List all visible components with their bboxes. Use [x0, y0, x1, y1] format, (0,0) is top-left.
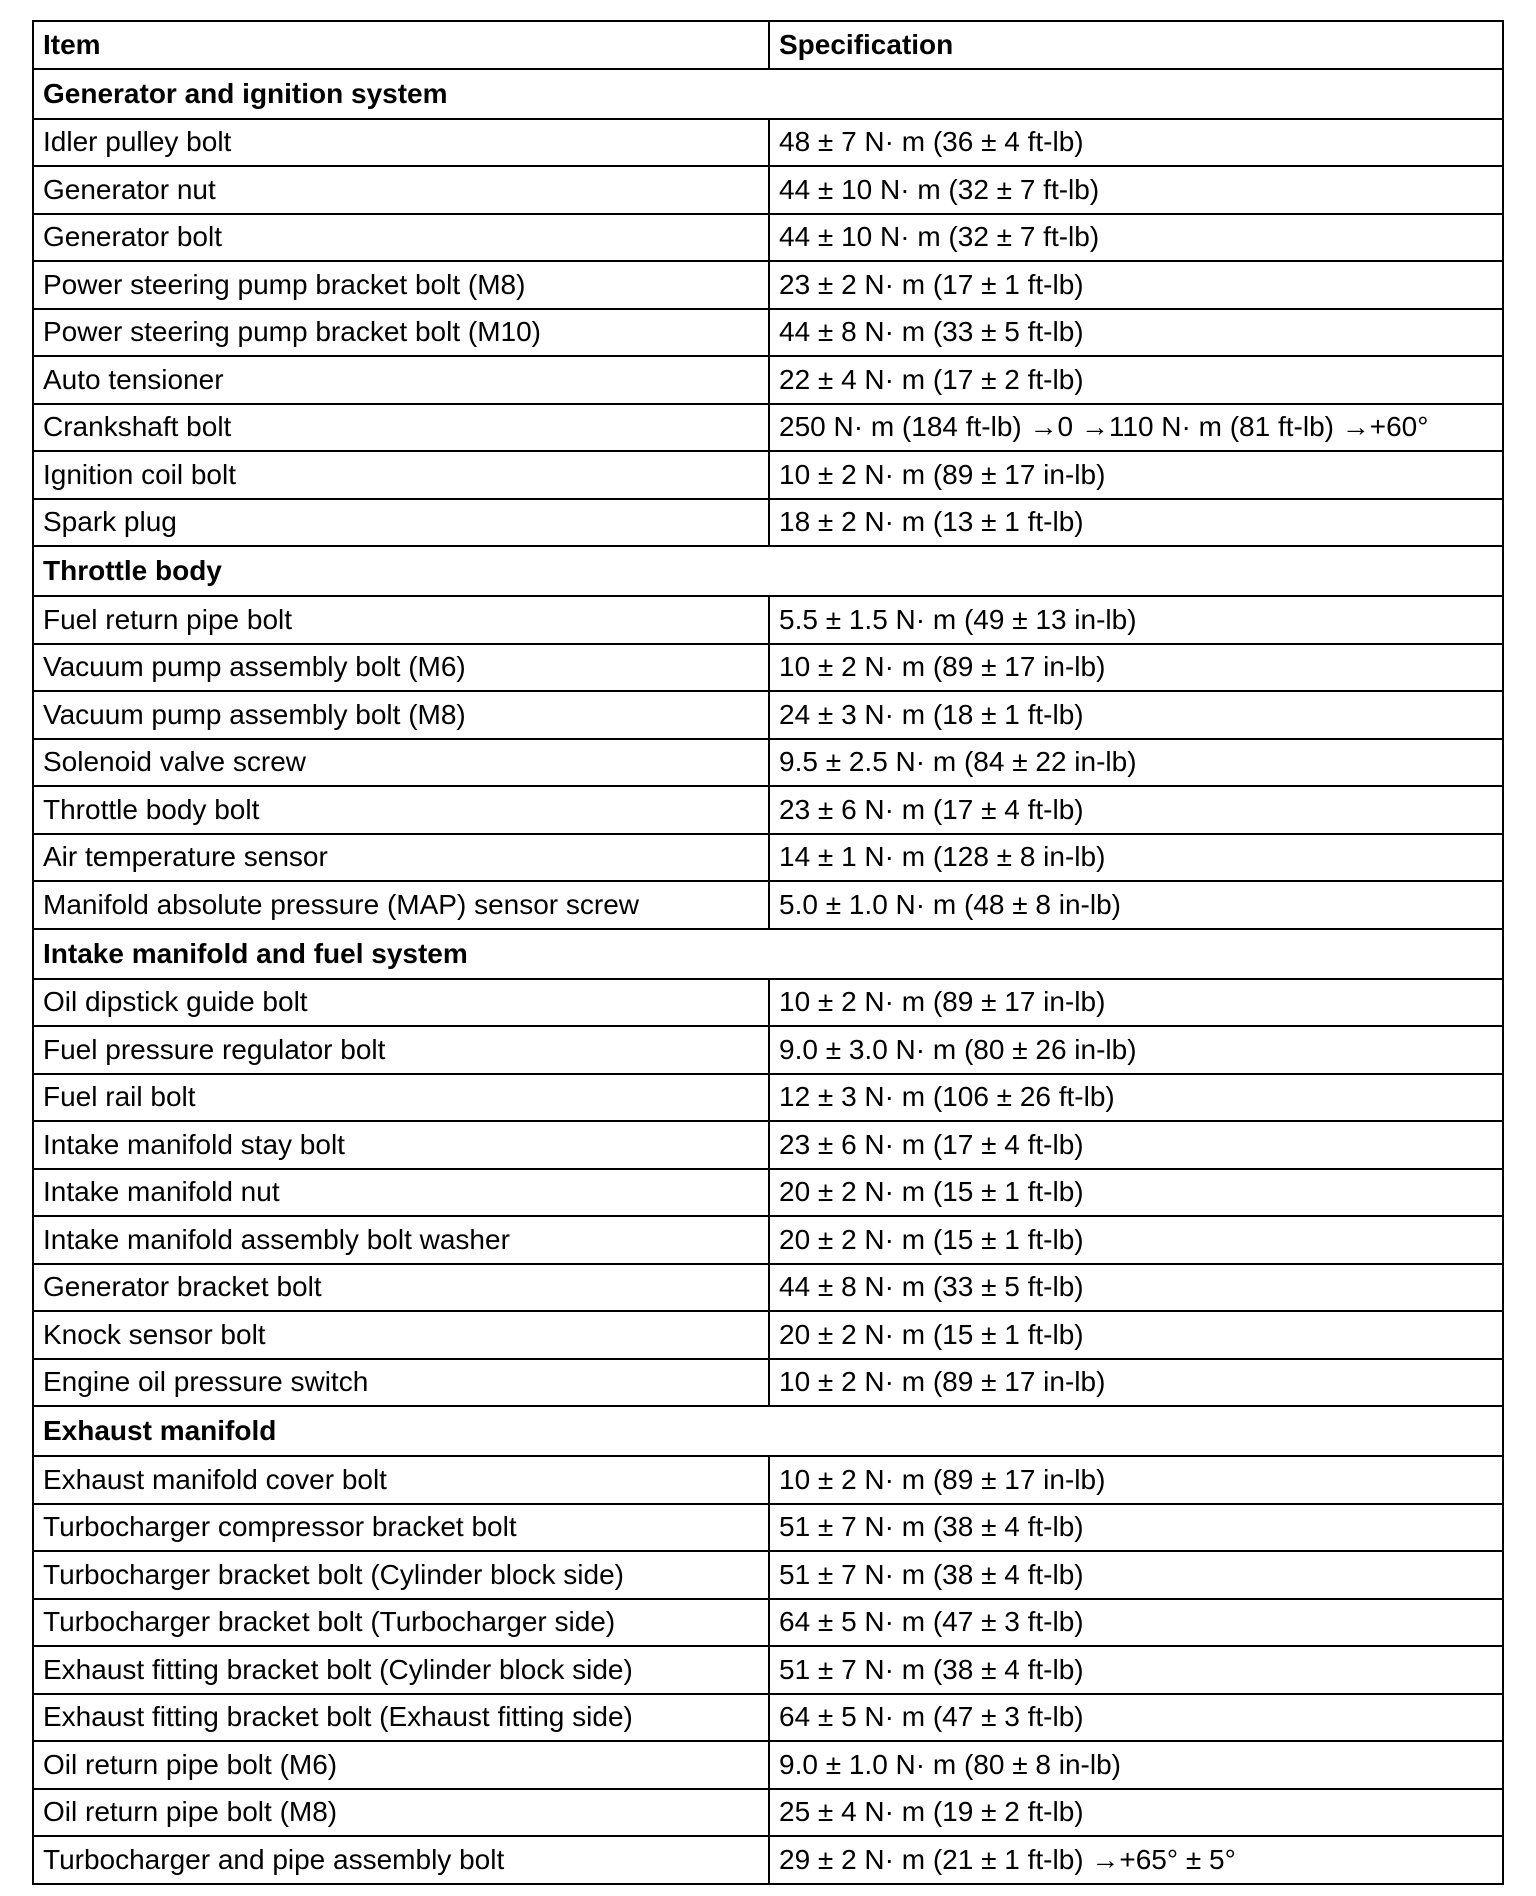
- table-row: [33, 404, 1503, 452]
- specification-cell: 23 ± 6 N· m (17 ± 4 ft-lb): [769, 1121, 1503, 1169]
- item-cell: Oil dipstick guide bolt: [33, 979, 769, 1027]
- column-header-specification: Specification: [769, 21, 1503, 69]
- specification-cell: 10 ± 2 N· m (89 ± 17 in-lb): [769, 644, 1503, 692]
- section-title: Generator and ignition system: [33, 69, 1503, 119]
- item-cell: Intake manifold nut: [33, 1169, 769, 1217]
- table-row: [33, 309, 1503, 357]
- specification-cell: 64 ± 5 N· m (47 ± 3 ft-lb): [769, 1599, 1503, 1647]
- item-cell: Turbocharger compressor bracket bolt: [33, 1504, 769, 1552]
- specification-cell: 44 ± 8 N· m (33 ± 5 ft-lb): [769, 309, 1503, 357]
- table-row: [33, 1456, 1503, 1504]
- item-cell: Exhaust manifold cover bolt: [33, 1456, 769, 1504]
- item-cell: Vacuum pump assembly bolt (M6): [33, 644, 769, 692]
- table-row: [33, 261, 1503, 309]
- specification-cell: 48 ± 7 N· m (36 ± 4 ft-lb): [769, 119, 1503, 167]
- specification-cell: 250 N· m (184 ft-lb) →0 →110 N· m (81 ft-lb) →+60°: [769, 404, 1503, 452]
- item-cell: Generator nut: [33, 166, 769, 214]
- section-title: Intake manifold and fuel system: [33, 929, 1503, 979]
- table-row: [33, 786, 1503, 834]
- table-row: [33, 1504, 1503, 1552]
- specification-cell: 9.0 ± 1.0 N· m (80 ± 8 in-lb): [769, 1741, 1503, 1789]
- table-row: [33, 1026, 1503, 1074]
- table-header-row: [33, 21, 1503, 69]
- specification-cell: 10 ± 2 N· m (89 ± 17 in-lb): [769, 451, 1503, 499]
- specification-cell: 24 ± 3 N· m (18 ± 1 ft-lb): [769, 691, 1503, 739]
- item-cell: Auto tensioner: [33, 356, 769, 404]
- specification-cell: 23 ± 6 N· m (17 ± 4 ft-lb): [769, 786, 1503, 834]
- section-title: Exhaust manifold: [33, 1406, 1503, 1456]
- item-cell: Generator bolt: [33, 214, 769, 262]
- specification-cell: 10 ± 2 N· m (89 ± 17 in-lb): [769, 1359, 1503, 1407]
- table-row: [33, 119, 1503, 167]
- item-cell: Vacuum pump assembly bolt (M8): [33, 691, 769, 739]
- table-row: [33, 644, 1503, 692]
- item-cell: Engine oil pressure switch: [33, 1359, 769, 1407]
- specification-cell: 44 ± 10 N· m (32 ± 7 ft-lb): [769, 166, 1503, 214]
- specification-cell: 5.0 ± 1.0 N· m (48 ± 8 in-lb): [769, 881, 1503, 929]
- table-row: [33, 1741, 1503, 1789]
- specification-cell: 10 ± 2 N· m (89 ± 17 in-lb): [769, 979, 1503, 1027]
- table-row: [33, 834, 1503, 882]
- table-row: [33, 1551, 1503, 1599]
- specification-cell: 14 ± 1 N· m (128 ± 8 in-lb): [769, 834, 1503, 882]
- table-row: [33, 451, 1503, 499]
- item-cell: Fuel pressure regulator bolt: [33, 1026, 769, 1074]
- table-row: [33, 1599, 1503, 1647]
- section-header-row: [33, 1406, 1503, 1456]
- specification-cell: 29 ± 2 N· m (21 ± 1 ft-lb) →+65° ± 5°: [769, 1836, 1503, 1884]
- item-cell: Idler pulley bolt: [33, 119, 769, 167]
- specification-cell: 23 ± 2 N· m (17 ± 1 ft-lb): [769, 261, 1503, 309]
- specification-cell: 20 ± 2 N· m (15 ± 1 ft-lb): [769, 1169, 1503, 1217]
- table-row: [33, 596, 1503, 644]
- table-row: [33, 214, 1503, 262]
- specification-cell: 9.0 ± 3.0 N· m (80 ± 26 in-lb): [769, 1026, 1503, 1074]
- specification-cell: 20 ± 2 N· m (15 ± 1 ft-lb): [769, 1216, 1503, 1264]
- table-row: [33, 166, 1503, 214]
- table-row: [33, 1169, 1503, 1217]
- torque-spec-table: [32, 20, 1504, 1885]
- table-row: [33, 1074, 1503, 1122]
- item-cell: Exhaust fitting bracket bolt (Exhaust fitting side): [33, 1694, 769, 1742]
- table-row: [33, 1694, 1503, 1742]
- table-row: [33, 499, 1503, 547]
- item-cell: Fuel rail bolt: [33, 1074, 769, 1122]
- specification-cell: 44 ± 8 N· m (33 ± 5 ft-lb): [769, 1264, 1503, 1312]
- table-row: [33, 1789, 1503, 1837]
- specification-cell: 64 ± 5 N· m (47 ± 3 ft-lb): [769, 1694, 1503, 1742]
- table-row: [33, 691, 1503, 739]
- specification-cell: 20 ± 2 N· m (15 ± 1 ft-lb): [769, 1311, 1503, 1359]
- item-cell: Crankshaft bolt: [33, 404, 769, 452]
- table-row: [33, 881, 1503, 929]
- table-row: [33, 1359, 1503, 1407]
- specification-cell: 18 ± 2 N· m (13 ± 1 ft-lb): [769, 499, 1503, 547]
- section-title: Throttle body: [33, 546, 1503, 596]
- item-cell: Power steering pump bracket bolt (M8): [33, 261, 769, 309]
- item-cell: Generator bracket bolt: [33, 1264, 769, 1312]
- specification-cell: 9.5 ± 2.5 N· m (84 ± 22 in-lb): [769, 739, 1503, 787]
- specification-cell: 12 ± 3 N· m (106 ± 26 ft-lb): [769, 1074, 1503, 1122]
- item-cell: Intake manifold assembly bolt washer: [33, 1216, 769, 1264]
- table-body: [33, 69, 1503, 1884]
- specification-cell: 25 ± 4 N· m (19 ± 2 ft-lb): [769, 1789, 1503, 1837]
- specification-cell: 51 ± 7 N· m (38 ± 4 ft-lb): [769, 1504, 1503, 1552]
- item-cell: Manifold absolute pressure (MAP) sensor screw: [33, 881, 769, 929]
- table-row: [33, 356, 1503, 404]
- item-cell: Solenoid valve screw: [33, 739, 769, 787]
- table-row: [33, 1121, 1503, 1169]
- item-cell: Spark plug: [33, 499, 769, 547]
- specification-cell: 10 ± 2 N· m (89 ± 17 in-lb): [769, 1456, 1503, 1504]
- item-cell: Fuel return pipe bolt: [33, 596, 769, 644]
- item-cell: Power steering pump bracket bolt (M10): [33, 309, 769, 357]
- item-cell: Turbocharger bracket bolt (Cylinder block side): [33, 1551, 769, 1599]
- item-cell: Knock sensor bolt: [33, 1311, 769, 1359]
- table-row: [33, 979, 1503, 1027]
- item-cell: Ignition coil bolt: [33, 451, 769, 499]
- specification-cell: 51 ± 7 N· m (38 ± 4 ft-lb): [769, 1646, 1503, 1694]
- table-row: [33, 1836, 1503, 1884]
- specification-cell: 5.5 ± 1.5 N· m (49 ± 13 in-lb): [769, 596, 1503, 644]
- table-row: [33, 1311, 1503, 1359]
- specification-cell: 51 ± 7 N· m (38 ± 4 ft-lb): [769, 1551, 1503, 1599]
- section-header-row: [33, 546, 1503, 596]
- item-cell: Turbocharger bracket bolt (Turbocharger side): [33, 1599, 769, 1647]
- table-row: [33, 1646, 1503, 1694]
- table-row: [33, 1216, 1503, 1264]
- item-cell: Exhaust fitting bracket bolt (Cylinder block side): [33, 1646, 769, 1694]
- column-header-item: Item: [33, 21, 769, 69]
- item-cell: Air temperature sensor: [33, 834, 769, 882]
- section-header-row: [33, 69, 1503, 119]
- item-cell: Oil return pipe bolt (M8): [33, 1789, 769, 1837]
- item-cell: Turbocharger and pipe assembly bolt: [33, 1836, 769, 1884]
- table-row: [33, 739, 1503, 787]
- section-header-row: [33, 929, 1503, 979]
- item-cell: Throttle body bolt: [33, 786, 769, 834]
- table-row: [33, 1264, 1503, 1312]
- item-cell: Intake manifold stay bolt: [33, 1121, 769, 1169]
- item-cell: Oil return pipe bolt (M6): [33, 1741, 769, 1789]
- specification-cell: 44 ± 10 N· m (32 ± 7 ft-lb): [769, 214, 1503, 262]
- specification-cell: 22 ± 4 N· m (17 ± 2 ft-lb): [769, 356, 1503, 404]
